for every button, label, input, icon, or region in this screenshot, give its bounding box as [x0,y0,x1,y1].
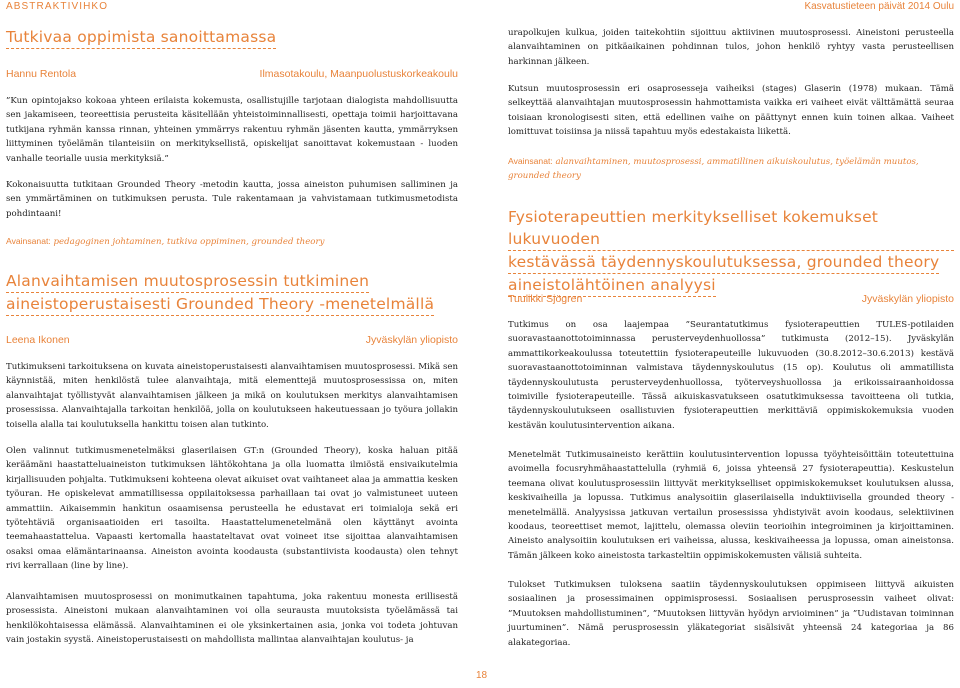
article3-author: Tuulikki Sjögren [508,293,583,305]
article2-byline [6,334,458,346]
page-number: 18 [476,670,488,681]
article3-byline [508,293,954,305]
article3-paragraph-3: Tulokset Tutkimuksen tuloksena saatiin täydennyskoulutuksen oppimiseen liittyvä aikuisten sosiaalinen ja prosessimainen oppimisprosessi. Sosiaalisen perusprosessin vaiheet olivat: ”Muutoksen mahdollistuminen”, ”Muutoksen liittyvän hyödyn arvioiminen” ja ”Uudistavan toiminnan juurtuminen”. Nämä perusprosessin yläkategoriat sisälsivät yhteensä 24 kategoriaa ja 86 alakategoriaa. [508,580,954,648]
article3-paragraph-2: Menetelmät Tutkimusaineisto kerättiin koulutusintervention lopussa työyhteisöittäin toteutettuina avoimella focusryhmähaastattelulla (ryhmiä 6, joissa yhteensä 27 fysioterapeuttia). Keskustelun teemana olivat koulutusprosessiin liittyvät merkitykselliset oppimiskokemukset koulutuksen alussa, keskivaiheilla ja lopussa. Tutkimus analysoitiin glaserilaisella induktiivisella grounded theory -menetelmällä. Analyysissa jatkuvan vertailun prosessissa yhdistyivät avoin koodaus, selektiivinen koodaus, teoreettiset memot, lajittelu, olemassa oleviin teorioihin integroiminen ja kirjoittaminen. Aineisto analysoitiin koulutuksen eri vaiheissa, alussa, keskivaiheessa ja lopussa, oman aineistonsa. Tämän jälkeen koko aineistosta tarkasteltiin oppimiskokemusten välisiä suhteita. [508,450,954,561]
article1-author: Hannu Rentola [6,68,77,80]
article2-author: Leena Ikonen [6,334,70,346]
article2-affiliation: Jyväskylän yliopisto [365,334,458,346]
article2-paragraph-2: Olen valinnut tutkimusmenetelmäksi glaserilaisen GT:n (Grounded Theory), koska haluan pitää keräämäni haastatteluaineiston tutkimuksen lähtökohtana ja olla luomatta ilmiöstä ensivaikutelmia kirjallisuuden pohjalta. Tutkimukseni kohteena olevat aikuiset ovat vaihtaneet alaa ja ammattia kesken työuran. He opiskelevat ammatillisessa oppilaitoksessa parhaillaan tai ovat jo valmistuneet uuteen ammattiin. Aikaisemmin hankitun osaamisensa perusteella he edustavat eri toimialoja sekä eri työtehtäviä organisaatioiden eri tasoilta. Haastattelumenetelmänä olen käyttänyt avointa teemahaastattelua. Vapaasti kertomalla haastateltavat ovat voineet itse sijoittaa alanvaihtamisen osaksi omaa elämäntarinaansa. Aineiston avointa koodausta (substantiivista koodausta) olen tehnyt rivi kerrallaan (line by line). [6,446,458,572]
article1-affiliation: Ilmasotakoulu, Maanpuolustuskorkeakoulu [259,68,458,80]
article2-keywords [508,154,954,184]
article3-affiliation: Jyväskylän yliopisto [861,293,954,305]
header-left: ABSTRAKTIVIHKO [6,1,109,12]
article2-continued-paragraph-1: urapolkujen kulkua, joiden taitekohtiin sijoittuu aktiivinen muutosprosessi. Aineistoni perusteella alanvaihtaminen on pitkäaikainen pohdinnan tulos, johon henkilö ryhtyy vasta perusteellisen harkinnan jälkeen. [508,28,954,67]
keywords-value: pedagoginen johtaminen, tutkiva oppiminen, grounded theory [53,237,325,247]
keywords-value: alanvaihtaminen, muutosprosessi, ammatillinen aikuiskoulutus, työelämän muutos, grounded theory [508,157,919,182]
article2-paragraph-1: Tutkimukseni tarkoituksena on kuvata aineistoperustaisesti alanvaihtamisen muutosprosessi. Mikä sen käynnistää, miten henkilöstä tulee alanvaihtaja, mitä elementtejä muutosprosessissa on, miten alanvaihtajat työllistyvät alanvaihtamisen jälkeen ja mikä on koulutuksen merkitys alanvaihtamisen prosessissa. Alanvaihtajalla tarkoitan henkilöä, jolla on koulutukseen hakeutuessaan jo työura jollakin toisella alalla tai koulutuksella hankittu toisen alan tutkinto. [6,362,458,430]
article2-title: Alanvaihtamisen muutosprosessin tutkiminen aineistoperustaisesti Grounded Theory -menetelmällä [6,270,434,316]
article1-keywords [6,234,458,249]
article1-title: Tutkivaa oppimista sanoittamassa [6,26,276,49]
article1-paragraph-1: ”Kun opintojakso kokoaa yhteen erilaista kokemusta, osallistujille tarjotaan dialogista mahdollisuutta sen jakamiseen, teoreettisia perusteita käsitellään yhteistoiminnallisesti, opettaja toimii harjoittavana tutkijana ryhmän kanssa rinnan, yhteinen ymmärrys rakentuu ryhmän jäsenten kautta, ymmärryksen liittyminen työelämän tilanteisiin on merkityksellistä, opiskelijat sanoittavat kokemustaan - luoden vanhalle teorialle uusia merkityksiä.” [6,96,458,164]
keywords-label: Avainsanat: [6,236,51,246]
article3-paragraph-1: Tutkimus on osa laajempaa ”Seurantatutkimus fysioterapeuttien TULES-potilaiden suoravastaanottotoiminnassa perusterveydenhuollossa” tutkimusta (2012–15). Jyväskylän ammattikorkeakoulussa toteutettiin fysioterapeuteille lukuvuoden (30.8.2012–30.6.2013) kestävä suoravastaanottotoiminnan valmistava täydennyskoulutus (15 op). Koulutus oli ammatillista täydennyskoulutusta perusterveydenhuollossa, työterveyshuollossa ja erikoissairaanhoidossa toimiville fysioterapeuteille. Tässä aikuiskasvatukseen osatutkimuksessa tavoitteena oli tutkia, täydennyskoulutukseen osallistuvien fysioterapeuttien merkittäviä oppimiskokemuksia vuoden kestävän koulutusintervention aikana. [508,320,954,431]
article2-paragraph-3: Alanvaihtamisen muutosprosessi on monimutkainen tapahtuma, joka rakentuu monesta erillisestä prosessista. Aineistoni mukaan alanvaihtaminen voi olla seurausta muutoksista työelämässä tai henkilökohtaisessa elämässä. Alanvaihtaminen ei ole yksinkertainen asia, jonka voi todeta johtuvan vain jostakin syystä. Aineistoperustaisesti on mahdollista mallintaa alanvaihtajan koulutus- ja [6,592,458,646]
article1-byline [6,68,458,80]
article1-paragraph-2: Kokonaisuutta tutkitaan Grounded Theory -metodin kautta, jossa aineiston puhumisen salliminen ja sen ymmärtäminen on tutkimuksen perusta. Tule rakentamaan ja vahvistamaan tutkimusmetodista pohdintaani! [6,180,458,219]
article3-title: Fysioterapeuttien merkitykselliset kokemukset lukuvuoden kestävässä täydennyskoulutuksessa, grounded theory aineistolähtöinen analyysi [508,206,954,297]
keywords-label: Avainsanat: [508,156,553,166]
header-right: Kasvatustieteen päivät 2014 Oulu [804,1,954,12]
article2-continued-paragraph-2: Kutsun muutosprosessin eri osaprosesseja vaiheiksi (stages) Glaserin (1978) mukaan. Tämä selkeyttää alanvaihtajan muutosprosessin hahmottamista vaikka eri vaiheet eivät välttämättä seuraa toisiaan kronologisesti siten, että edellinen vaihe on päättynyt ennen kuin toinen alkaa. Vaiheet lomittuvat toisiinsa ja niissä tapahtuu myös edestakaista liikettä. [508,84,954,138]
